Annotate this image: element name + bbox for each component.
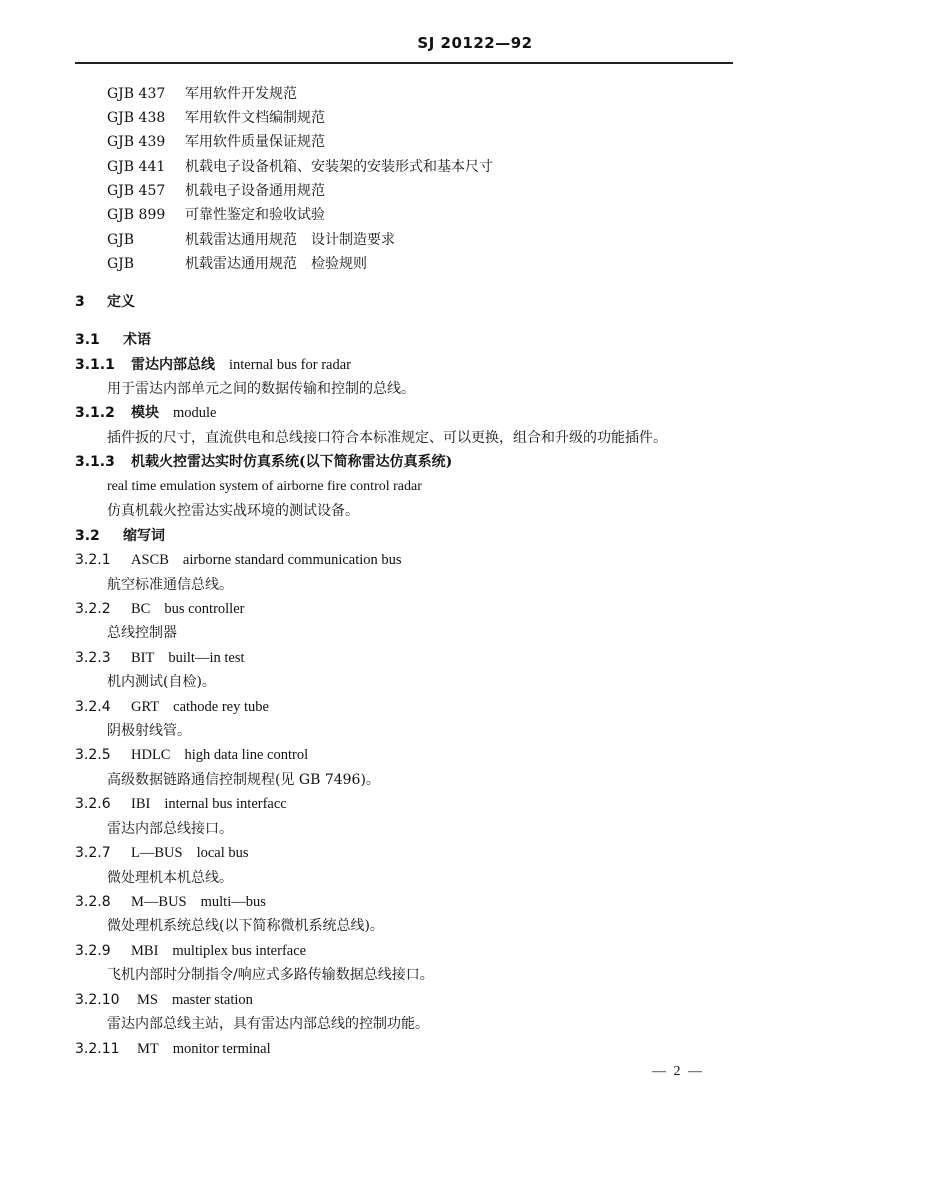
abbreviation-english: multiplex bus interface [172,943,307,959]
header-rule [75,62,733,64]
abbreviation-number: 3.2.2 [75,601,111,617]
abbreviation-heading [75,1037,271,1061]
subsection-heading [75,328,151,352]
subsection-title: 术语 [123,332,151,348]
subsection-number: 3.2 [75,528,100,544]
term-english: real time emulation system of airborne fire control radar [107,479,422,494]
abbreviation-description: 微处理机本机总线。 [107,870,233,886]
abbreviation-heading [75,939,306,963]
abbreviation-code: BIT [131,650,155,666]
abbreviation-heading [75,890,266,914]
reference-title: 机载雷达通用规范 设计制造要求 [185,232,395,248]
reference-code: GJB 439 [107,134,166,150]
abbreviation-english: bus controller [164,601,245,617]
page-number: — 2 — [652,1064,704,1079]
term-number: 3.1.3 [75,454,115,470]
reference-title: 军用软件开发规范 [185,86,297,102]
abbreviation-english: internal bus interfacc [164,796,287,812]
abbreviation-number: 3.2.3 [75,650,111,666]
abbreviation-code: L—BUS [131,845,183,861]
abbreviation-english: master station [171,992,253,1008]
reference-item [107,82,297,106]
abbreviation-english: high data line control [184,747,309,763]
reference-item [107,155,493,179]
abbreviation-number: 3.2.4 [75,699,111,715]
section-title: 定义 [107,294,135,310]
reference-item [107,179,325,203]
reference-title: 机载雷达通用规范 检验规则 [185,256,367,272]
term-chinese: 模块 [131,405,159,421]
abbreviation-english: built—in test [168,650,245,666]
abbreviation-code: HDLC [131,747,171,763]
abbreviation-english: airborne standard communication bus [182,552,402,568]
abbreviation-description: 雷达内部总线主站，具有雷达内部总线的控制功能。 [107,1016,429,1032]
reference-code: GJB 437 [107,86,166,102]
term-chinese: 雷达内部总线 [131,357,215,373]
term-description: 用于雷达内部单元之间的数据传输和控制的总线。 [107,381,415,397]
reference-code: GJB 441 [107,159,166,175]
abbreviation-description: 飞机内部时分制指令/响应式多路传输数据总线接口。 [107,967,434,983]
abbreviation-description: 航空标准通信总线。 [107,577,233,593]
reference-title: 可靠性鉴定和验收试验 [185,207,325,223]
abbreviation-heading [75,792,287,816]
subsection-number: 3.1 [75,332,100,348]
reference-item [107,106,325,130]
reference-item [107,203,325,227]
section-number: 3 [75,294,85,310]
term-description: 仿真机载火控雷达实战环境的测试设备。 [107,503,359,519]
reference-code: GJB 899 [107,207,166,223]
abbreviation-number: 3.2.10 [75,992,120,1008]
reference-title: 机载电子设备通用规范 [185,183,325,199]
abbreviation-number: 3.2.1 [75,552,111,568]
abbreviation-code: IBI [131,796,151,812]
abbreviation-number: 3.2.6 [75,796,111,812]
abbreviation-code: MBI [131,943,159,959]
abbreviation-number: 3.2.9 [75,943,111,959]
abbreviation-heading [75,743,308,767]
abbreviation-heading [75,988,253,1012]
term-english: module [173,405,217,421]
abbreviation-code: MS [137,992,158,1008]
reference-item [107,130,325,154]
abbreviation-number: 3.2.5 [75,747,111,763]
reference-item [107,228,395,252]
term-heading [75,353,351,377]
abbreviation-number: 3.2.8 [75,894,111,910]
term-chinese: 机载火控雷达实时仿真系统(以下简称雷达仿真系统) [131,454,453,470]
term-english: internal bus for radar [229,357,351,373]
abbreviation-code: ASCB [131,552,169,568]
abbreviation-heading [75,695,269,719]
term-heading [75,450,452,474]
abbreviation-code: GRT [131,699,160,715]
abbreviation-heading [75,841,249,865]
abbreviation-english: monitor terminal [172,1041,271,1057]
abbreviation-description: 阴极射线管。 [107,723,191,739]
term-heading [75,401,217,425]
reference-title: 军用软件文档编制规范 [185,110,325,126]
reference-item [107,252,367,276]
section-heading [75,290,135,314]
abbreviation-english: local bus [196,845,249,861]
abbreviation-heading [75,646,244,670]
abbreviation-number: 3.2.7 [75,845,111,861]
abbreviation-code: MT [137,1041,159,1057]
reference-code: GJB [107,256,135,272]
term-number: 3.1.1 [75,357,115,373]
abbreviation-description: 总线控制器 [107,625,177,641]
reference-code: GJB [107,232,135,248]
abbreviation-number: 3.2.11 [75,1041,120,1057]
abbreviation-code: BC [131,601,151,617]
term-description: 插件扳的尺寸，直流供电和总线接口符合本标准规定、可以更换，组合和升级的功能插件。 [107,430,667,446]
reference-code: GJB 438 [107,110,166,126]
term-number: 3.1.2 [75,405,115,421]
abbreviation-english: cathode rey tube [173,699,269,715]
reference-title: 军用软件质量保证规范 [185,134,325,150]
abbreviation-description: 高级数据链路通信控制规程(见 GB 7496)。 [107,772,380,788]
abbreviation-english: multi—bus [200,894,266,910]
abbreviation-description: 微处理机系统总线(以下简称微机系统总线)。 [107,918,384,934]
abbreviation-code: M—BUS [131,894,187,910]
abbreviation-description: 机内测试(自检)。 [107,674,216,690]
reference-title: 机载电子设备机箱、安装架的安装形式和基本尺寸 [185,159,493,175]
document-number-header: SJ 20122—92 [417,34,533,52]
subsection-title: 缩写词 [123,528,165,544]
reference-code: GJB 457 [107,183,166,199]
subsection-heading [75,524,165,548]
abbreviation-description: 雷达内部总线接口。 [107,821,233,837]
abbreviation-heading [75,548,402,572]
abbreviation-heading [75,597,244,621]
